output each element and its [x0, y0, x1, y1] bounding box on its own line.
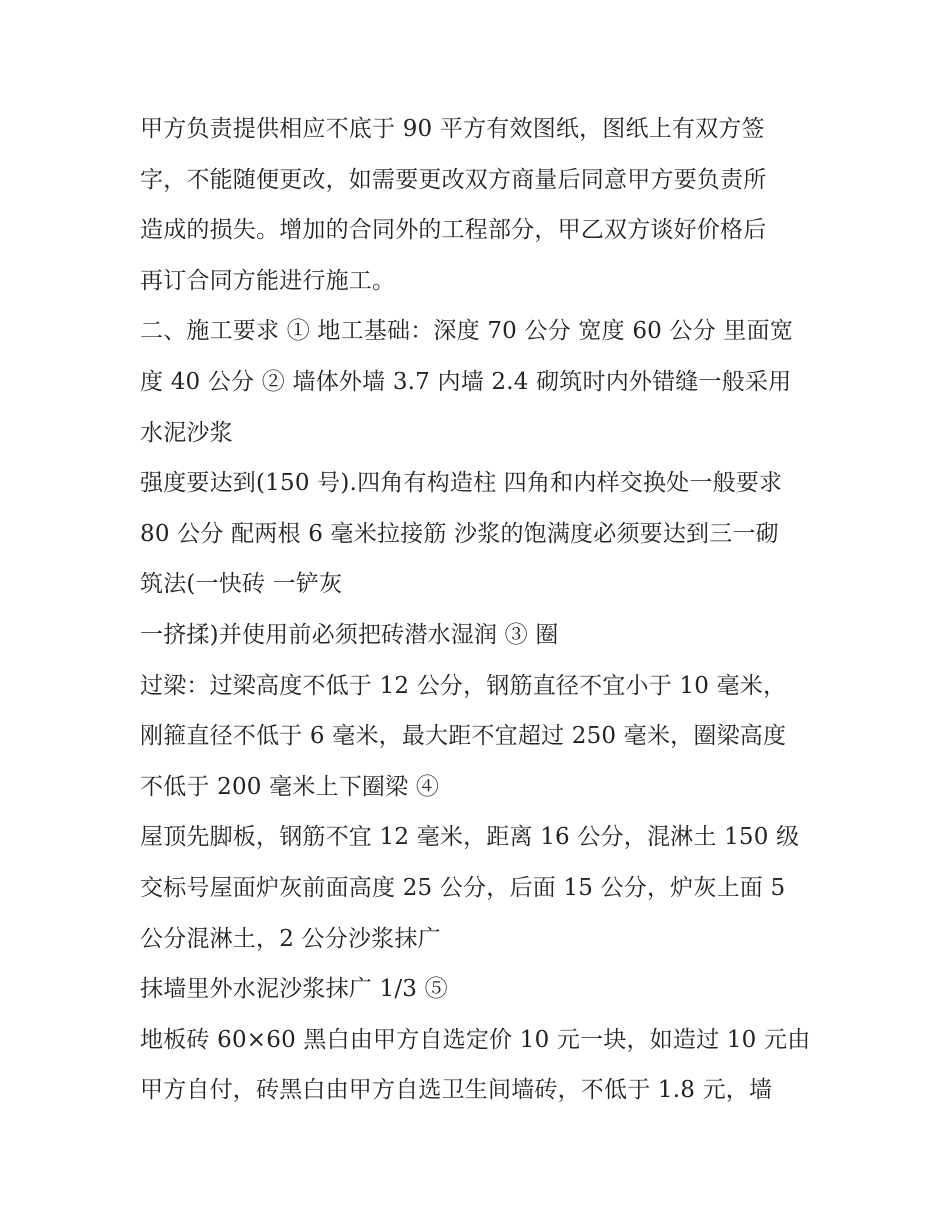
- text-line: 刚箍直径不低于 6 毫米，最大距不宜超过 250 毫米，圈梁高度: [140, 723, 787, 750]
- document-body: [140, 104, 840, 1116]
- text-line: 过梁：过梁高度不低于 12 公分，钢筋直径不宜小于 10 毫米，: [140, 672, 787, 699]
- text-line: 不低于 200 毫米上下圈梁 ④: [140, 773, 440, 800]
- text-line: 筑法(一快砖 一铲灰: [140, 571, 343, 598]
- text-line: 甲方自付，砖黑白由甲方自选卫生间墙砖，不低于 1.8 元，墙: [140, 1077, 773, 1104]
- text-line: 地板砖 60×60 黑白由甲方自选定价 10 元一块，如造过 10 元由: [140, 1026, 811, 1053]
- text-line: 一挤揉)并使用前必须把砖潜水湿润 ③ 圈: [140, 621, 559, 648]
- text-line: 抹墙里外水泥沙浆抹广 1/3 ⑤: [140, 976, 448, 1003]
- text-line: 屋顶先脚板，钢筋不宜 12 毫米，距离 16 公分，混淋土 150 级: [140, 824, 800, 851]
- text-line: 交标号屋面炉灰前面高度 25 公分，后面 15 公分，炉灰上面 5: [140, 874, 786, 901]
- text-line: 水泥沙浆: [140, 419, 233, 446]
- text-line: 公分混淋土，2 公分沙浆抹广: [140, 925, 441, 952]
- text-line: 字，不能随便更改，如需要更改双方商量后同意甲方要负责所: [140, 166, 767, 193]
- text-line: 80 公分 配两根 6 毫米拉接筋 沙浆的饱满度必须要达到三一砌: [140, 520, 779, 547]
- text-line: 二、施工要求 ① 地工基础：深度 70 公分 宽度 60 公分 里面宽: [140, 318, 794, 345]
- text-line: 再订合同方能进行施工。: [140, 267, 396, 294]
- text-line: 甲方负责提供相应不底于 90 平方有效图纸，图纸上有双方签: [140, 116, 765, 142]
- text-line: 度 40 公分 ② 墙体外墙 3.7 内墙 2.4 砌筑时内外错缝一般采用: [140, 368, 792, 395]
- text-line: 强度要达到(150 号).四角有构造柱 四角和内样交换处一般要求: [140, 470, 783, 497]
- text-line: 造成的损失。增加的合同外的工程部分，甲乙双方谈好价格后: [140, 217, 767, 244]
